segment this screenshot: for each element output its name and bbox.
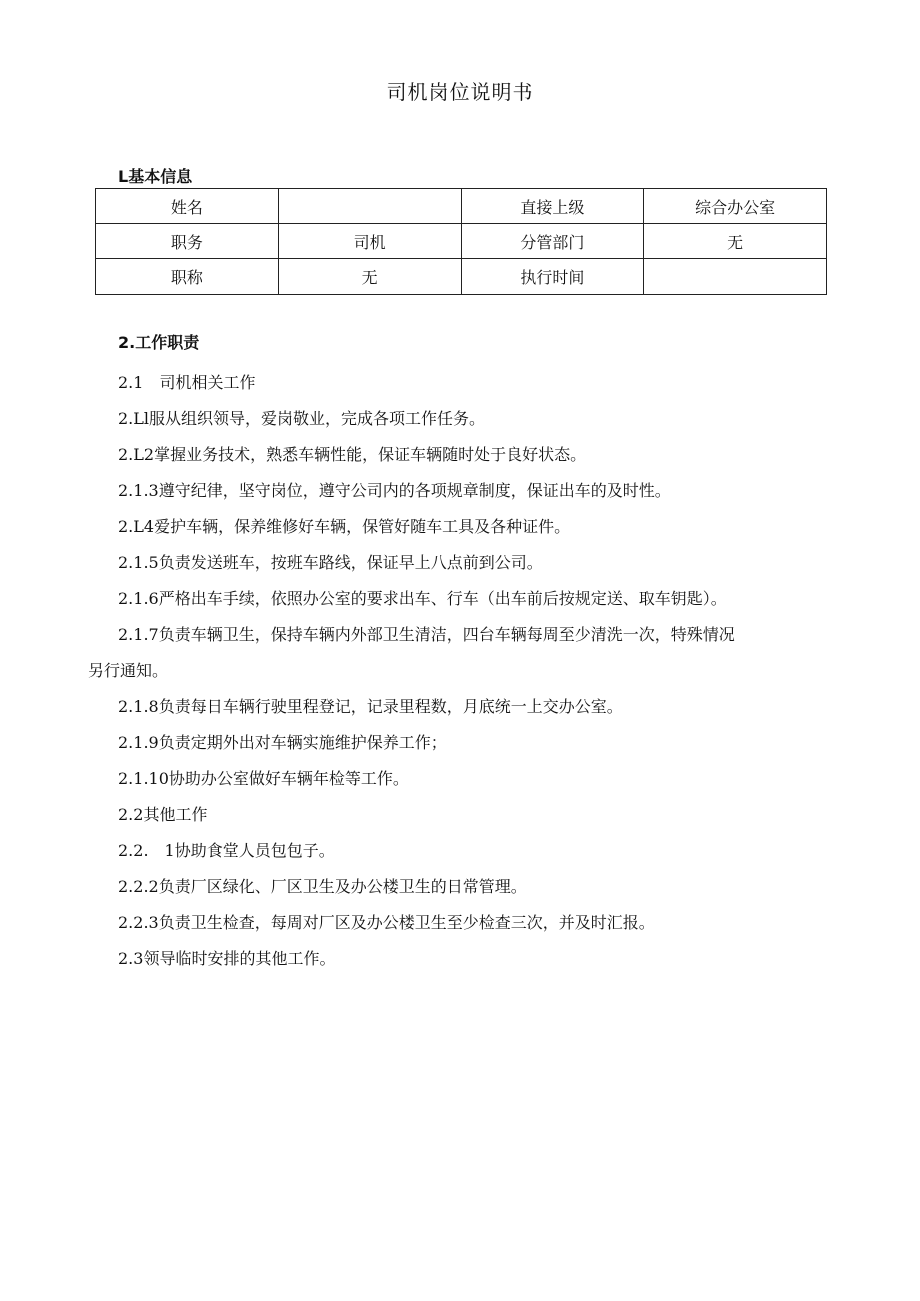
table-cell: 无 (278, 259, 461, 295)
duty-line: 2.2. 1协助食堂人员包包子。 (118, 841, 335, 860)
table-cell: 直接上级 (461, 189, 644, 224)
table-cell: 职务 (96, 224, 279, 259)
table-row (96, 224, 827, 259)
duty-line: 2.1.3遵守纪律，坚守岗位，遵守公司内的各项规章制度，保证出车的及时性。 (118, 481, 671, 500)
duty-line: 2.Ll服从组织领导，爱岗敬业，完成各项工作任务。 (118, 409, 486, 428)
section-heading-basic-info: L基本信息 (118, 167, 193, 186)
duty-line: 2.1.5负责发送班车，按班车路线，保证早上八点前到公司。 (118, 553, 543, 572)
basic-info-table (95, 188, 827, 295)
duty-line: 2.1.8负责每日车辆行驶里程登记，记录里程数，月底统一上交办公室。 (118, 697, 623, 716)
duty-line: 2.1.9负责定期外出对车辆实施维护保养工作； (118, 733, 447, 752)
duty-line: 2.L2掌握业务技术，熟悉车辆性能，保证车辆随时处于良好状态。 (118, 445, 587, 464)
table-cell (644, 259, 827, 295)
duty-line: 2.1.10协助办公室做好车辆年检等工作。 (118, 769, 409, 788)
duty-line: 2.L4爱护车辆，保养维修好车辆，保管好随车工具及各种证件。 (118, 517, 571, 536)
duty-line: 2.2其他工作 (118, 805, 208, 824)
duty-line-continued: 另行通知。 (88, 661, 169, 680)
duty-line: 2.1.6严格出车手续，依照办公室的要求出车、行车（出车前后按规定送、取车钥匙）。 (118, 589, 727, 608)
duty-line: 2.2.2负责厂区绿化、厂区卫生及办公楼卫生的日常管理。 (118, 877, 527, 896)
table-row (96, 259, 827, 295)
table-cell: 姓名 (96, 189, 279, 224)
table-row (96, 189, 827, 224)
duty-line: 2.2.3负责卫生检查，每周对厂区及办公楼卫生至少检查三次，并及时汇报。 (118, 913, 655, 932)
section-heading-duties: 2.工作职责 (118, 333, 200, 352)
table-cell: 分管部门 (461, 224, 644, 259)
table-cell: 职称 (96, 259, 279, 295)
duty-line: 2.1 司机相关工作 (118, 373, 256, 392)
table-cell: 无 (644, 224, 827, 259)
document-title: 司机岗位说明书 (386, 80, 534, 104)
table-cell: 司机 (278, 224, 461, 259)
table-cell: 执行时间 (461, 259, 644, 295)
table-cell: 综合办公室 (644, 189, 827, 224)
duty-line: 2.1.7负责车辆卫生，保持车辆内外部卫生清洁，四台车辆每周至少清洗一次，特殊情况 (118, 625, 735, 644)
duty-line: 2.3领导临时安排的其他工作。 (118, 949, 336, 968)
table-cell (278, 189, 461, 224)
